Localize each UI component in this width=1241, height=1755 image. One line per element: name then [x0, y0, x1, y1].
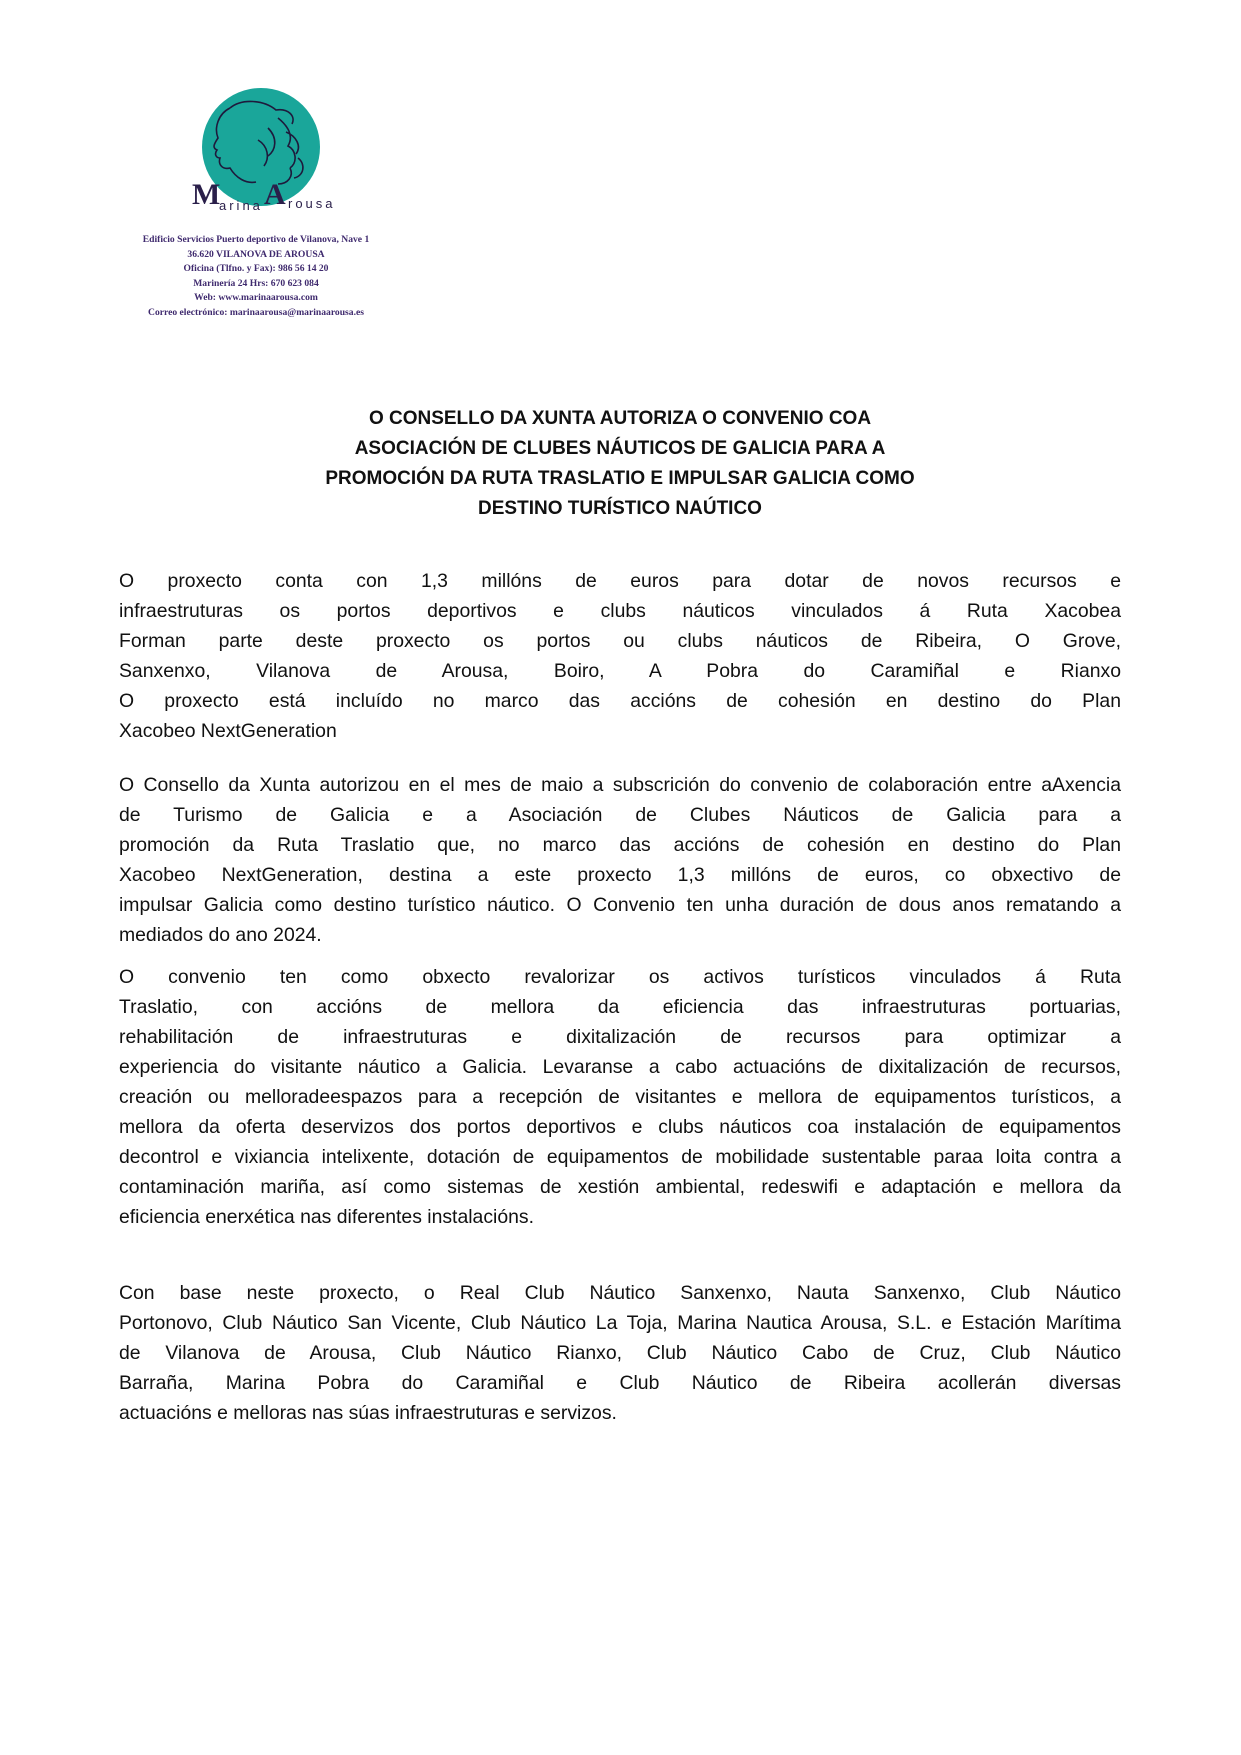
- text-line: Traslatio, con accións de mellora da eficiencia das infraestruturas portuarias,: [119, 996, 1121, 1018]
- text-line: decontrol e vixiancia intelixente, dotación de equipamentos de mobilidade sustentable paraa loita contra a: [119, 1146, 1121, 1168]
- contact-block: [100, 233, 412, 321]
- title-line: O CONSELLO DA XUNTA AUTORIZA O CONVENIO COA: [368, 408, 872, 429]
- logo-wordmark: [192, 178, 336, 213]
- logo-small-text-2: rousa: [288, 196, 336, 211]
- logo-emblem: [118, 88, 398, 238]
- text-line: mellora da oferta deservizos dos portos deportivos e clubs náuticos coa instalación de equipamentos: [119, 1116, 1121, 1138]
- text-line: promoción da Ruta Traslatio que, no marco das accións de cohesión en destino do Plan: [119, 834, 1121, 856]
- contact-line: Correo electrónico: marinaarousa@marinaarousa.es: [148, 306, 364, 318]
- text-line: Portonovo, Club Náutico San Vicente, Club Náutico La Toja, Marina Nautica Arousa, S.L. e Estación Marítima: [119, 1312, 1121, 1334]
- paragraph-1: [119, 566, 1121, 746]
- text-line: Xacobeo NextGeneration: [119, 720, 337, 742]
- contact-line: Web: www.marinaarousa.com: [194, 292, 318, 304]
- paragraph-2: [119, 770, 1121, 950]
- text-line: mediados do ano 2024.: [119, 924, 322, 946]
- text-line: O proxecto está incluído no marco das accións de cohesión en destino do Plan: [119, 690, 1121, 712]
- text-line: Barraña, Marina Pobra do Caramiñal e Club Náutico de Ribeira acollerán diversas: [119, 1372, 1121, 1394]
- paragraph-4: [119, 1278, 1121, 1428]
- text-line: eficiencia enerxética nas diferentes instalacións.: [119, 1206, 534, 1228]
- contact-line: Edificio Servicios Puerto deportivo de Vilanova, Nave 1: [142, 234, 370, 245]
- text-line: experiencia do visitante náutico a Galicia. Levaranse a cabo actuacións de dixitalización de recursos,: [119, 1056, 1121, 1078]
- text-line: Forman parte deste proxecto os portos ou clubs náuticos de Ribeira, O Grove,: [119, 630, 1121, 652]
- text-line: rehabilitación de infraestruturas e dixitalización de recursos para optimizar a: [119, 1026, 1121, 1048]
- logo-letter-m: M: [192, 178, 221, 211]
- title-line: DESTINO TURÍSTICO NAÚTICO: [478, 498, 762, 519]
- text-line: Sanxenxo, Vilanova de Arousa, Boiro, A Pobra do Caramiñal e Rianxo: [119, 660, 1121, 682]
- title-line: ASOCIACIÓN DE CLUBES NÁUTICOS DE GALICIA PARA A: [354, 438, 886, 459]
- text-line: infraestruturas os portos deportivos e clubs náuticos vinculados á Ruta Xacobea: [119, 600, 1121, 622]
- text-line: Xacobeo NextGeneration, destina a este proxecto 1,3 millóns de euros, co obxectivo de: [119, 864, 1121, 886]
- text-line: creación ou melloradeespazos para a recepción de visitantes e mellora de equipamentos turísticos, a: [119, 1086, 1121, 1108]
- document-title: [250, 404, 990, 524]
- text-line: impulsar Galicia como destino turístico náutico. O Convenio ten unha duración de dous anos rematando a: [119, 894, 1121, 916]
- text-line: contaminación mariña, así como sistemas de xestión ambiental, redeswifi e adaptación e mellora da: [119, 1176, 1121, 1198]
- text-line: O Consello da Xunta autorizou en el mes de maio a subscrición do convenio de colaboración entre aAxencia: [119, 774, 1121, 796]
- text-line: de Turismo de Galicia e a Asociación de Clubes Náuticos de Galicia para a: [119, 804, 1121, 826]
- paragraph-3: [119, 962, 1121, 1232]
- text-line: O convenio ten como obxecto revalorizar os activos turísticos vinculados á Ruta: [119, 966, 1121, 988]
- contact-line: 36.620 VILANOVA DE AROUSA: [187, 248, 325, 260]
- text-line: actuacións e melloras nas súas infraestruturas e servizos.: [119, 1402, 617, 1424]
- contact-line: Oficina (Tlfno. y Fax): 986 56 14 20: [183, 263, 329, 275]
- logo-small-text-1: arina: [219, 198, 263, 213]
- text-line: Con base neste proxecto, o Real Club Náutico Sanxenxo, Nauta Sanxenxo, Club Náutico: [119, 1282, 1121, 1304]
- contact-line: Marinería 24 Hrs: 670 623 084: [193, 277, 319, 289]
- logo-letter-a: A: [264, 178, 286, 211]
- text-line: de Vilanova de Arousa, Club Náutico Rianxo, Club Náutico Cabo de Cruz, Club Náutico: [119, 1342, 1121, 1364]
- title-line: PROMOCIÓN DA RUTA TRASLATIO E IMPULSAR GALICIA COMO: [325, 468, 915, 489]
- text-line: O proxecto conta con 1,3 millóns de euros para dotar de novos recursos e: [119, 570, 1121, 592]
